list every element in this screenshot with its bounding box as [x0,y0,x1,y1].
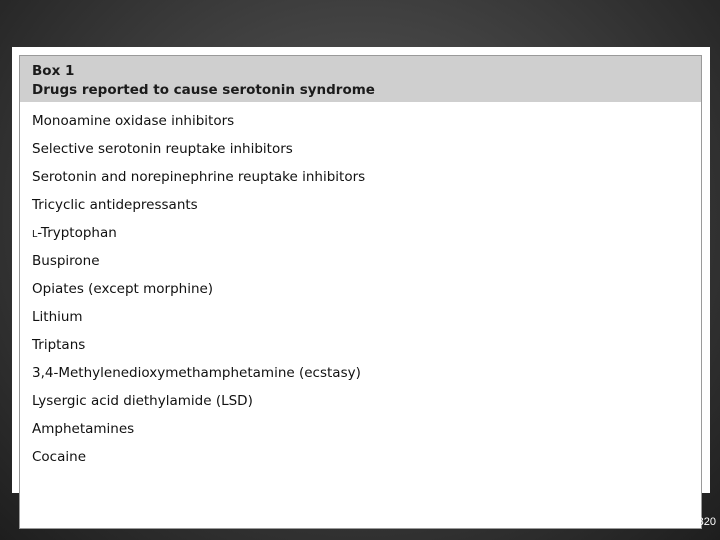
citation: Neurol Clin 30 (2012) 309–320 [565,516,716,528]
list-item: Tricyclic antidepressants [32,197,198,213]
box-header [20,56,701,102]
list-item: Amphetamines [32,421,135,437]
list-item: L-Tryptophan [32,225,117,241]
list-item: Buspirone [32,253,100,269]
list-item: Serotonin and norepinephrine reuptake inhibitors [32,169,366,185]
list-item: Lysergic acid diethylamide (LSD) [32,393,253,409]
list-item: Selective serotonin reuptake inhibitors [32,141,293,157]
list-item: Opiates (except morphine) [32,281,214,297]
box-title: Drugs reported to cause serotonin syndrome [32,82,375,98]
box-label: Box 1 [32,63,75,79]
list-item: 3,4-Methylenedioxymethamphetamine (ecstasy) [32,365,361,381]
list-item: Monoamine oxidase inhibitors [32,113,235,129]
drug-list [20,102,701,471]
slide-image [12,47,710,493]
list-item: Lithium [32,309,83,325]
drug-box [19,55,702,529]
list-item: Cocaine [32,449,86,465]
list-item: Triptans [32,337,86,353]
